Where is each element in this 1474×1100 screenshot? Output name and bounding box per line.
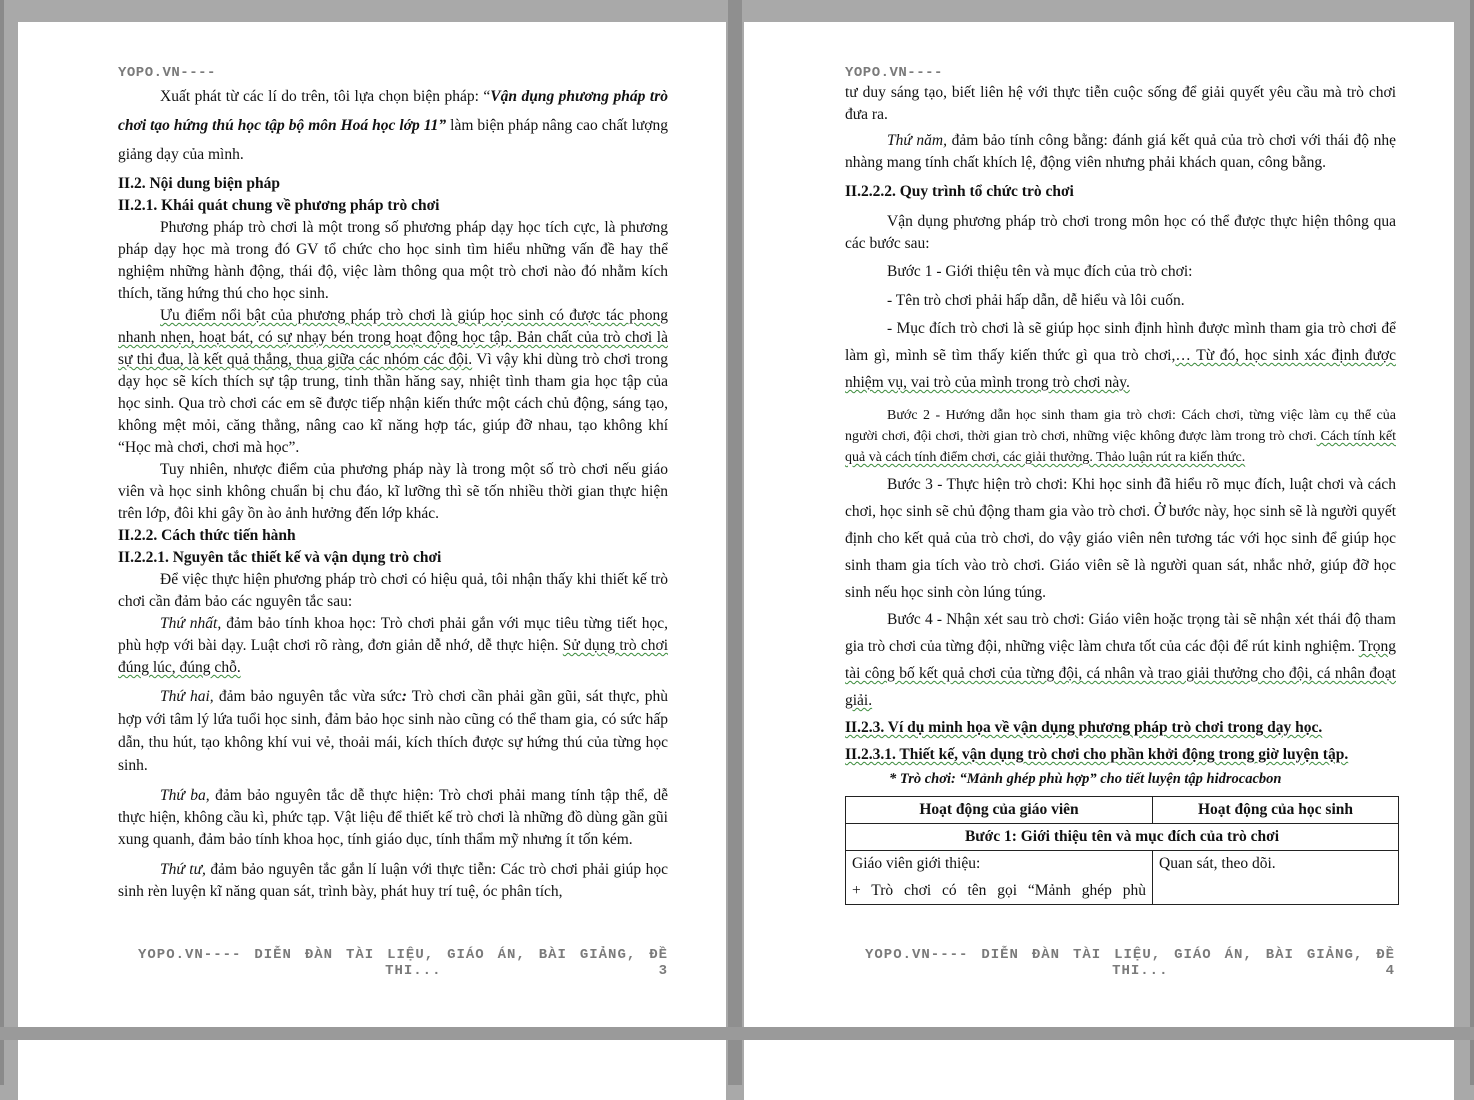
paragraph: Bước 2 - Hướng dẫn học sinh tham gia trò chơi: Cách chơi, từng việc làm cụ thể của người chơi, đội chơi, thời gian trò chơi, những việc không được làm trong trò chơi. Cách tính kết quả và cách tính điểm chơi, các giải thưởng. Thảo luận rút ra kiến thức. [845,408,1396,465]
paragraph: Bước 4 - Nhận xét sau trò chơi: Giáo viên hoặc trọng tài sẽ nhận xét thái độ tham gia trò chơi của từng đội, những việc làm chưa tốt của các đội để rút kinh nghiệm. Trọng tài công bố kết quả chơi của từng đội, cá nhân và trao giải thưởng cho đội, cá nhân đoạt giải. [845,611,1396,709]
paragraph: Thứ tư, đảm bảo nguyên tắc gắn lí luận với thực tiễn: Các trò chơi phải giúp học sinh rèn luyện kĩ năng quan sát, trình bày, phát huy trí tuệ, óc phân tích, [118,861,668,900]
activity-table [845,796,1399,905]
student-cell [1153,851,1399,905]
page-footer [138,947,668,979]
page-header: YOPO.VN---- [118,65,216,81]
paragraph: - Tên trò chơi phải hấp dẫn, dễ hiểu và lôi cuốn. [887,292,1185,309]
page-footer [865,947,1395,979]
game-title: * Trò chơi: “Mảnh ghép phù hợp” cho tiết luyện tập hidrocacbon [889,771,1282,787]
paragraph: - Mục đích trò chơi là sẽ giúp học sinh định hình được mình tham gia trò chơi để làm gì, mình sẽ tìm thấy kiến thức gì qua trò chơi,… Từ đó, học sinh xác định được nhiệm vụ, vai trò của mình trong trò chơi này. [845,320,1396,391]
page-content [118,82,668,903]
viewer-left-edge [0,0,4,1085]
document-page-4[interactable] [744,22,1454,1027]
paragraph: Thứ ba, đảm bảo nguyên tắc dễ thực hiện: Trò chơi phải mang tính tập thể, dễ thực hiện, không cầu kì, phức tạp. Vật liệu để thiết kế trò chơi là những đồ dùng gần gũi xung quanh, đảm bảo tính khoa học, tính giáo dục, tính thẩm mỹ nhưng ít tốn kém. [118,787,668,848]
page-number: 3 [658,963,668,979]
page-header: YOPO.VN---- [845,65,943,81]
paragraph: Thứ hai, đảm bảo nguyên tắc vừa sức: Trò chơi cần phải gần gũi, sát thực, phù hợp với tâm lý lứa tuổi học sinh, đảm bảo học sinh nào cũng có thể tham gia, có sức hấp dẫn, thu hút, tạo không khí vui vẻ, thoải mái, kích thích được sự hứng thú của từng học sinh. [118,688,668,774]
table-row [846,851,1399,905]
document-page-3[interactable] [18,22,726,1027]
section-heading: II.2.2.2. Quy trình tổ chức trò chơi [845,183,1074,200]
table-step-row: Bước 1: Giới thiệu tên và mục đích của trò chơi [846,824,1399,851]
page-number: 4 [1385,963,1395,979]
footer-text: YOPO.VN---- DIỄN ĐÀN TÀI LIỆU, GIÁO ÁN, BÀI GIẢNG, ĐỀ [138,947,668,963]
paragraph: Bước 1 - Giới thiệu tên và mục đích của trò chơi: [887,263,1193,280]
paragraph: Thứ năm, đảm bảo tính công bằng: đánh giá kết quả của trò chơi với thái độ nhẹ nhàng mang tính chất khích lệ, động viên nhưng phải khách quan, công bằng. [845,132,1396,171]
teacher-cell [846,851,1153,905]
page-gap-vertical [728,0,742,1085]
paragraph: Phương pháp trò chơi là một trong số phương pháp dạy học tích cực, là phương pháp dạy học mà trong đó GV tổ chức cho học sinh tìm hiểu những vấn đề hay thể nghiệm những hành động, thái độ, việc làm thông qua một trò chơi nào đó nhằm kích thích, tăng hứng thú cho học sinh. [118,219,668,302]
paragraph: Thứ nhất, đảm bảo tính khoa học: Trò chơi phải gắn với mục tiêu từng tiết học, phù hợp với bài dạy. Luật chơi rõ ràng, đơn giản dễ nhớ, dễ thực hiện. Sử dụng trò chơi đúng lúc, đúng chỗ. [118,615,669,676]
paragraph: Bước 3 - Thực hiện trò chơi: Khi học sinh đã hiểu rõ mục đích, luật chơi và cách chơi, học sinh sẽ chủ động tham gia vào trò chơi. Ở bước này, học sinh sẽ là người quyết định cho kết quả của trò chơi, do vậy giáo viên nên tương tác với học sinh để giúp học sinh tham gia tích vào trò chơi. Giáo viên sẽ là người quan sát, nhắc nhở, giúp đỡ học sinh nếu học sinh còn lúng túng. [845,476,1396,601]
cell-text: Giáo viên giới thiệu: [852,855,981,872]
page-content [845,82,1396,905]
section-heading: II.2.3.1. Thiết kế, vận dụng trò chơi cho phần khởi động trong giờ luyện tập. [845,746,1349,763]
section-heading: II.2.2.1. Nguyên tắc thiết kế và vận dụng trò chơi [118,549,442,566]
cell-text: + Trò chơi có tên gọi “Mảnh ghép phù [852,882,1146,899]
table-header-teacher: Hoạt động của giáo viên [846,797,1153,824]
footer-text-2: THI... [385,963,442,979]
section-heading: II.2.2. Cách thức tiến hành [118,527,296,544]
paragraph: Để việc thực hiện phương pháp trò chơi có hiệu quả, tôi nhận thấy khi thiết kế trò chơi cần đảm bảo các nguyên tắc sau: [118,571,668,610]
footer-line-2 [865,963,1395,979]
document-page-5[interactable] [18,1040,726,1100]
cell-text: Quan sát, theo dõi. [1159,855,1276,872]
section-heading: II.2. Nội dung biện pháp [118,175,280,192]
page-gap-horizontal [0,1027,1474,1040]
section-heading: II.2.1. Khái quát chung về phương pháp trò chơi [118,197,440,214]
viewer-right-edge [1470,0,1474,1085]
paragraph: Xuất phát từ các lí do trên, tôi lựa chọn biện pháp: “Vận dụng phương pháp trò chơi tạo hứng thú học tập bộ môn Hoá học lớp 11” làm biện pháp nâng cao chất lượng giảng dạy của mình. [118,88,668,163]
table-header-student: Hoạt động của học sinh [1153,797,1399,824]
footer-line-2 [138,963,668,979]
footer-text-2: THI... [1112,963,1169,979]
section-heading: II.2.3. Ví dụ minh họa về vận dụng phương pháp trò chơi trong dạy học. [845,719,1323,736]
document-page-6[interactable] [744,1040,1454,1100]
paragraph: tư duy sáng tạo, biết liên hệ với thực tiễn cuộc sống để giải quyết yêu cầu mà trò chơi đưa ra. [845,84,1396,123]
footer-text: YOPO.VN---- DIỄN ĐÀN TÀI LIỆU, GIÁO ÁN, BÀI GIẢNG, ĐỀ [865,947,1395,963]
paragraph: Ưu điểm nổi bật của phương pháp trò chơi là giúp học sinh có được tác phong nhanh nhẹn, hoạt bát, có sự nhạy bén trong hoạt động học tập. Bản chất của trò chơi là sự thi đua, là kết quả thắng, thua giữa các nhóm các đội. Vì vậy khi dùng trò chơi trong dạy học sẽ kích thích sự tập trung, tinh thần hăng say, nhiệt tình tham gia học tập của học sinh. Qua trò chơi các em sẽ được tiếp nhận kiến thức một cách chủ động, sáng tạo, không mệt mỏi, căng thẳng, nâng cao kĩ năng hợp tác, giúp đỡ nhau, tạo không khí “Học mà chơi, chơi mà học”. [118,307,668,456]
paragraph: Tuy nhiên, nhược điểm của phương pháp này là trong một số trò chơi nếu giáo viên và học sinh không chuẩn bị chu đáo, kĩ lưỡng thì sẽ tốn nhiều thời gian thực hiện trên lớp, đôi khi gây ồn ào ảnh hưởng đến lớp khác. [118,461,668,522]
paragraph: Vận dụng phương pháp trò chơi trong môn học có thể được thực hiện thông qua các bước sau: [845,213,1396,252]
